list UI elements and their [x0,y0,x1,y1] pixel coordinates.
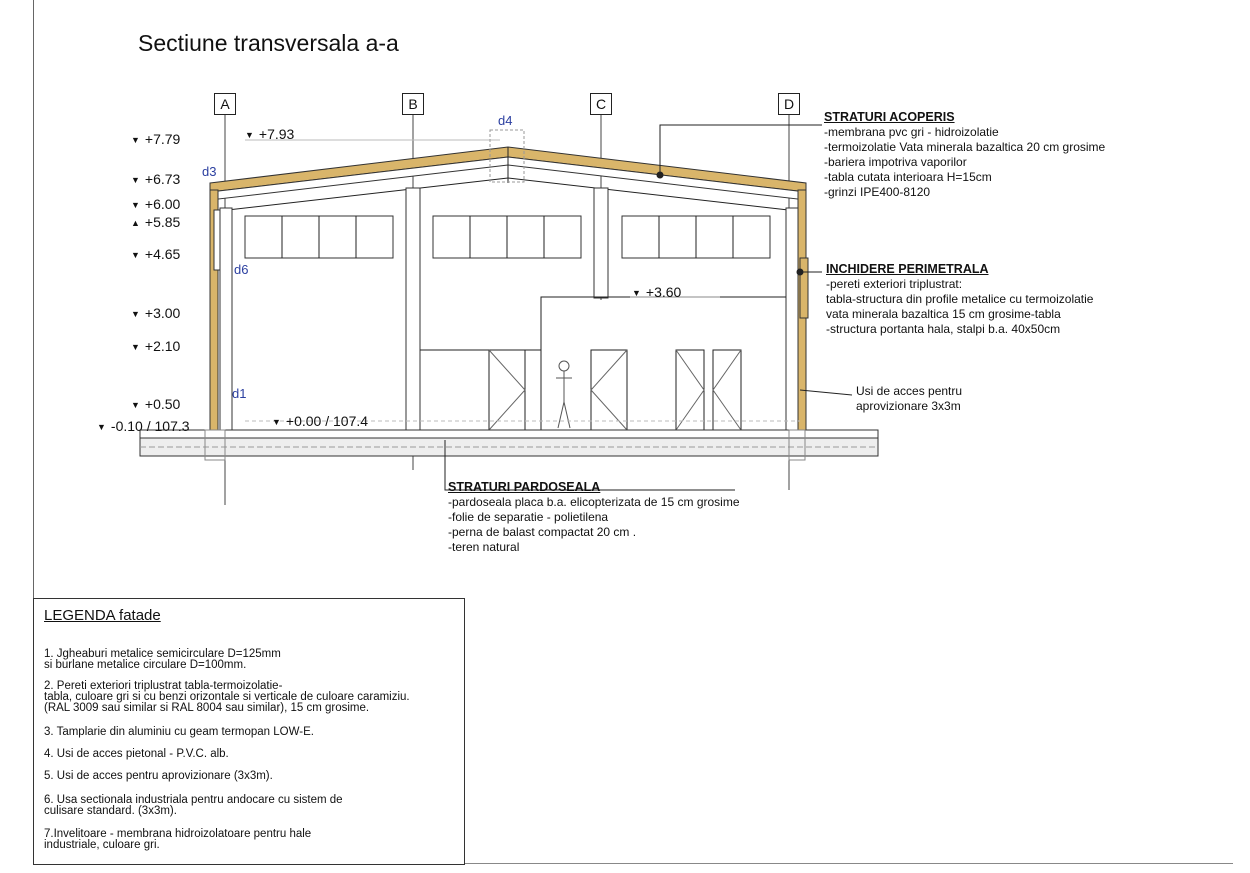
legend-item: 7.Invelitoare - membrana hidroizolatoare pentru hale industriale, culoare gri. [44,828,312,851]
note-line: tabla-structura din profile metalice cu termoizolatie [826,292,1094,306]
legend-item: 3. Tamplarie din aluminiu cu geam termopan LOW-E. [44,726,314,738]
column-c [594,188,608,298]
legend-title: LEGENDA fatade [44,607,161,624]
axis-label-b: B [402,93,424,115]
roof-leader [660,125,822,175]
human-figure [556,361,572,428]
legend-item: 6. Usa sectionala industriala pentru andocare cu sistem de culisare standard. (3x3m). [44,794,343,817]
axis-label-d: D [778,93,800,115]
note-line: -structura portanta hala, stalpi b.a. 40x50cm [826,322,1061,336]
roof-layers-note [824,110,1105,200]
level-triangle-icon: ▼ [131,342,140,352]
note-line: -folie de separatie - polietilena [448,510,609,524]
door-2 [591,350,627,430]
level-mark: ▼ +4.65 [131,246,181,262]
legend-item: 5. Usi de acces pentru aprovizionare (3x3m). [44,770,273,782]
level-triangle-icon: ▼ [131,250,140,260]
access-doors-note [856,384,962,414]
door-1 [489,350,525,430]
level-mark: ▼ +6.00 [131,196,181,212]
note-line: -pardoseala placa b.a. elicopterizata de 15 cm grosime [448,495,740,509]
level-mark: ▼ +6.73 [131,171,181,187]
note-line: -pereti exteriori triplustrat: [826,277,963,291]
level-mark-floor: ▼ +0.00 / 107.4 [272,413,369,429]
column-b [406,188,420,430]
roof-layers-heading: STRATURI ACOPERIS [824,110,955,124]
floor-slab [140,430,878,438]
mezzanine-outline [541,297,786,430]
drawing-title: Sectiune transversala a-a [138,30,399,56]
level-mark: ▼ +2.10 [131,338,181,354]
door-4 [713,350,741,430]
right-column [786,208,798,430]
level-triangle-icon: ▼ [131,400,140,410]
floor-layers-note [448,480,740,555]
note-line: -membrana pvc gri - hidroizolatie [824,125,999,139]
note-line: -termoizolatie Vata minerala bazaltica 20 cm grosime [824,140,1106,154]
level-mark: ▼ -0.10 / 107.3 [97,418,190,434]
level-triangle-icon: ▼ [131,135,140,145]
note-line: -tabla cutata interioara H=15cm [824,170,992,184]
doors-leader [800,390,852,395]
level-triangle-icon: ▼ [131,200,140,210]
legend-item: 4. Usi de acces pietonal - P.V.C. alb. [44,748,229,760]
facade-legend-box [33,598,465,865]
axis-label-a: A [214,93,236,115]
floor-layers-heading: STRATURI PARDOSEALA [448,480,601,494]
detail-label-d1: d1 [232,386,247,401]
level-triangle-icon: ▲ [131,218,140,228]
door-3 [676,350,704,430]
note-line: -perna de balast compactat 20 cm . [448,525,637,539]
level-mark: ▼ +7.79 [131,131,181,147]
detail-label-d6: d6 [234,262,249,277]
level-mark-ridge: ▼ +7.93 [245,126,295,142]
note-line: aprovizionare 3x3m [856,399,961,413]
level-triangle-icon: ▼ [245,130,254,140]
note-line: Usi de acces pentru [856,384,963,398]
perimeter-enclosure-note [826,262,1093,337]
note-line: -bariera impotriva vaporilor [824,155,967,169]
note-line: -teren natural [448,540,520,554]
note-line: -grinzi IPE400-8120 [824,185,931,199]
level-triangle-icon: ▼ [131,175,140,185]
legend-item: 2. Pereti exteriori triplustrat tabla-termoizolatie- tabla, culoare gri si cu benzi orizontale si verticale de culoare caramiziu. (RAL 3009 sau similar si RAL 8004 sau similar), 15 cm grosime. [44,680,410,714]
level-mark: ▲ +5.85 [131,214,181,230]
axis-label-c: C [590,93,612,115]
level-triangle-icon: ▼ [632,288,641,298]
level-triangle-icon: ▼ [97,422,106,432]
level-triangle-icon: ▼ [131,309,140,319]
level-mark: ▼ +0.50 [131,396,181,412]
left-column [220,208,232,430]
detail-label-d3: d3 [202,164,217,179]
note-line: vata minerala bazaltica 15 cm grosime-tabla [826,307,1061,321]
level-mark: ▼ +3.00 [131,305,181,321]
detail-label-d4: d4 [498,113,513,128]
legend-item: 1. Jgheaburi metalice semicirculare D=125mm si burlane metalice circulare D=100mm. [44,648,281,671]
perimeter-enclosure-heading: INCHIDERE PERIMETRALA [826,262,989,276]
level-mark-mezzanine: ▼ +3.60 [632,284,682,300]
level-triangle-icon: ▼ [272,417,281,427]
